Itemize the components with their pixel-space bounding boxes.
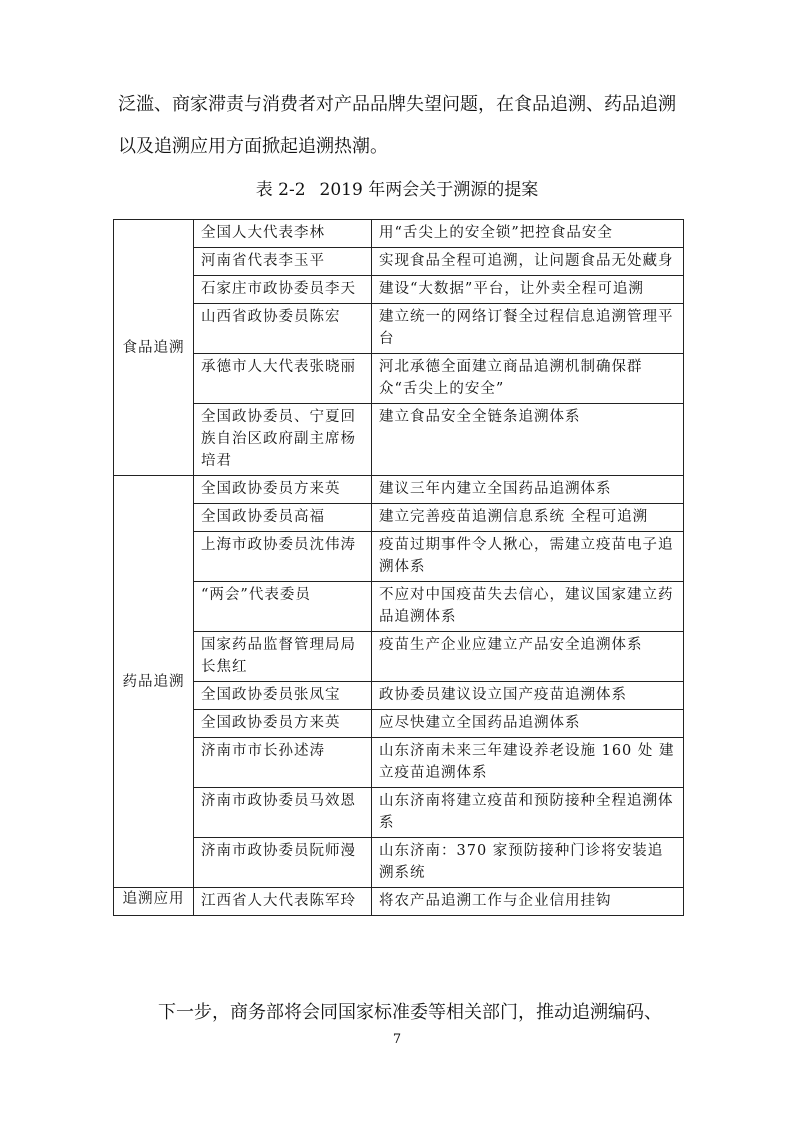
table-row — [114, 504, 684, 532]
table-caption-number: 表 2-2 — [255, 180, 306, 200]
proposal-cell: 山东济南：370 家预防接种门诊将安装追溯系统 — [372, 838, 684, 888]
proposal-cell: 建议三年内建立全国药品追溯体系 — [372, 476, 684, 504]
proposer-cell: 济南市市长孙述涛 — [194, 738, 372, 788]
proposer-cell: 济南市政协委员阮师漫 — [194, 838, 372, 888]
proposal-cell: 山东济南将建立疫苗和预防接种全程追溯体系 — [372, 788, 684, 838]
proposer-cell: 全国政协委员张凤宝 — [194, 682, 372, 710]
proposer-cell: “两会”代表委员 — [194, 582, 372, 632]
intro-paragraph: 泛滥、商家滞责与消费者对产品品牌失望问题，在食品追溯、药品追溯以及追溯应用方面掀起追溯热潮。 — [118, 94, 676, 157]
proposer-cell: 全国政协委员方来英 — [194, 710, 372, 738]
proposer-cell: 全国政协委员高福 — [194, 504, 372, 532]
proposal-cell: 疫苗过期事件令人揪心，需建立疫苗电子追溯体系 — [372, 532, 684, 582]
proposer-cell: 全国政协委员方来英 — [194, 476, 372, 504]
table-row — [114, 404, 684, 476]
table-row — [114, 710, 684, 738]
proposals-table — [113, 219, 684, 916]
proposer-cell: 山西省政协委员陈宏 — [194, 304, 372, 354]
proposal-cell: 政协委员建议设立国产疫苗追溯体系 — [372, 682, 684, 710]
proposer-cell: 江西省人大代表陈军玲 — [194, 888, 372, 916]
proposal-cell: 应尽快建立全国药品追溯体系 — [372, 710, 684, 738]
table-row — [114, 788, 684, 838]
proposer-cell: 承德市人大代表张晓丽 — [194, 354, 372, 404]
table-caption-title: 2019 年两会关于溯源的提案 — [319, 180, 539, 200]
proposal-cell: 建设“大数据”平台，让外卖全程可追溯 — [372, 276, 684, 304]
proposal-cell: 疫苗生产企业应建立产品安全追溯体系 — [372, 632, 684, 682]
page-number: 7 — [392, 1032, 402, 1047]
proposal-cell: 建立完善疫苗追溯信息系统 全程可追溯 — [372, 504, 684, 532]
table-row — [114, 838, 684, 888]
proposer-cell: 济南市政协委员马效恩 — [194, 788, 372, 838]
table-row — [114, 738, 684, 788]
proposal-cell: 河北承德全面建立商品追溯机制确保群众“舌尖上的安全” — [372, 354, 684, 404]
proposer-cell: 上海市政协委员沈伟涛 — [194, 532, 372, 582]
proposer-cell: 国家药品监督管理局局长焦红 — [194, 632, 372, 682]
table-row — [114, 888, 684, 916]
proposal-cell: 山东济南未来三年建设养老设施 160 处 建立疫苗追溯体系 — [372, 738, 684, 788]
category-cell: 药品追溯 — [114, 476, 194, 888]
proposal-cell: 将农产品追溯工作与企业信用挂钩 — [372, 888, 684, 916]
category-cell: 追溯应用 — [114, 888, 194, 916]
proposal-cell: 不应对中国疫苗失去信心，建议国家建立药品追溯体系 — [372, 582, 684, 632]
table-row — [114, 632, 684, 682]
proposer-cell: 全国政协委员、宁夏回族自治区政府副主席杨培君 — [194, 404, 372, 476]
table-row — [114, 532, 684, 582]
proposal-cell: 建立统一的网络订餐全过程信息追溯管理平台 — [372, 304, 684, 354]
proposer-cell: 河南省代表李玉平 — [194, 248, 372, 276]
proposal-cell: 实现食品全程可追溯，让问题食品无处藏身 — [372, 248, 684, 276]
table-row — [114, 582, 684, 632]
proposal-cell: 用“舌尖上的安全锁”把控食品安全 — [372, 220, 684, 248]
table-row — [114, 304, 684, 354]
proposal-cell: 建立食品安全全链条追溯体系 — [372, 404, 684, 476]
outro-paragraph: 下一步，商务部将会同国家标准委等相关部门，推动追溯编码、 — [158, 1002, 662, 1023]
table-row — [114, 682, 684, 710]
table-row — [114, 220, 684, 248]
table-row — [114, 476, 684, 504]
table-row — [114, 354, 684, 404]
proposer-cell: 全国人大代表李林 — [194, 220, 372, 248]
category-cell: 食品追溯 — [114, 220, 194, 476]
proposer-cell: 石家庄市政协委员李天 — [194, 276, 372, 304]
table-caption — [0, 175, 794, 200]
table-row — [114, 276, 684, 304]
table-row — [114, 248, 684, 276]
